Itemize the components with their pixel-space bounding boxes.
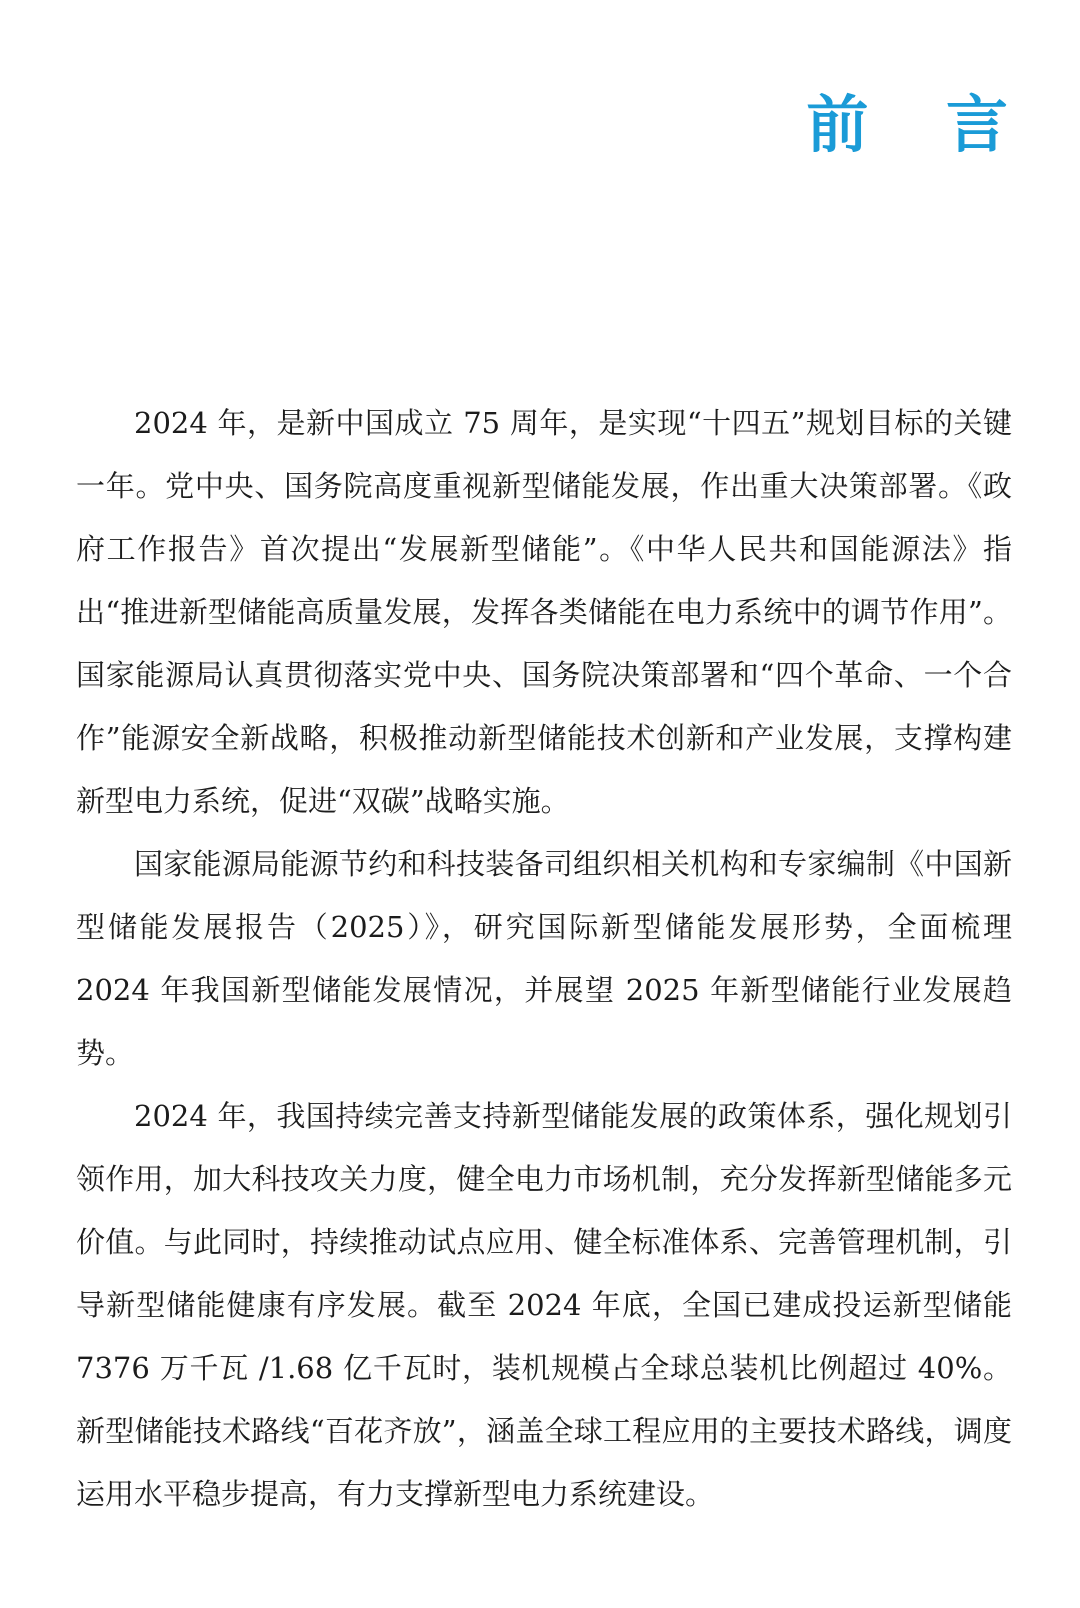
page-title: 前 言 bbox=[806, 88, 1036, 161]
paragraph: 2024 年，我国持续完善支持新型储能发展的政策体系，强化规划引领作用，加大科技攻关力度，健全电力市场机制，充分发挥新型储能多元价值。与此同时，持续推动试点应用、健全标准体系、完善管理机制，引导新型储能健康有序发展。截至 2024 年底，全国已建成投运新型储能 7376 万千瓦 /1.68 亿千瓦时，装机规模占全球总装机比例超过 40%。新型储能技术路线“百花齐放”，涵盖全球工程应用的主要技术路线，调度运用水平稳步提高，有力支撑新型电力系统建设。 bbox=[76, 1099, 1012, 1511]
paragraph: 2024 年，是新中国成立 75 周年，是实现“十四五”规划目标的关键一年。党中央、国务院高度重视新型储能发展，作出重大决策部署。《政府工作报告》首次提出“发展新型储能”。《中华人民共和国能源法》指出“推进新型储能高质量发展，发挥各类储能在电力系统中的调节作用”。国家能源局认真贯彻落实党中央、国务院决策部署和“四个革命、一个合作”能源安全新战略，积极推动新型储能技术创新和产业发展，支撑构建新型电力系统，促进“双碳”战略实施。 bbox=[76, 406, 1012, 818]
body-text bbox=[76, 392, 1012, 1526]
paragraph: 国家能源局能源节约和科技装备司组织相关机构和专家编制《中国新型储能发展报告（2025）》，研究国际新型储能发展形势，全面梳理 2024 年我国新型储能发展情况，并展望 2025 年新型储能行业发展趋势。 bbox=[76, 847, 1012, 1070]
